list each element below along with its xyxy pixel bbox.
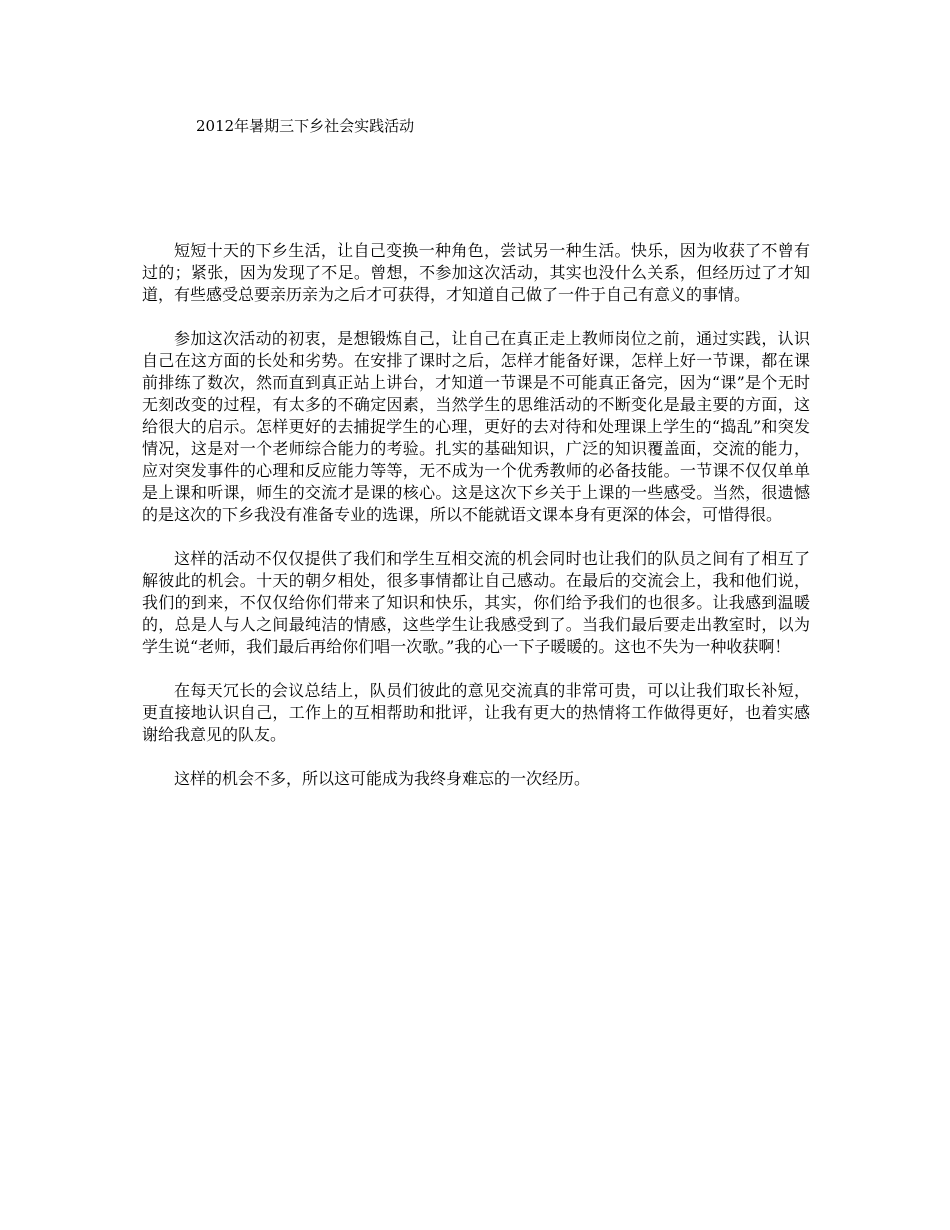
document-title: 2012年暑期三下乡社会实践活动 bbox=[196, 117, 415, 135]
document-body bbox=[142, 240, 810, 812]
paragraph-4: 在每天冗长的会议总结上，队员们彼此的意见交流真的非常可贵，可以让我们取长补短，更直接地认识自己，工作上的互相帮助和批评，让我有更大的热情将工作做得更好，也着实感谢给我意见的队友。 bbox=[142, 681, 810, 744]
paragraph-5: 这样的机会不多，所以这可能成为我终身难忘的一次经历。 bbox=[174, 769, 591, 788]
paragraph-3: 这样的活动不仅仅提供了我们和学生互相交流的机会同时也让我们的队员之间有了相互了解彼此的机会。十天的朝夕相处，很多事情都让自己感动。在最后的交流会上，我和他们说，我们的到来，不仅仅给你们带来了知识和快乐，其实，你们给予我们的也很多。让我感到温暖的，总是人与人之间最纯洁的情感，这些学生让我感受到了。当我们最后要走出教室时，以为学生说“老师，我们最后再给你们唱一次歌。”我的心一下子暖暖的。这也不失为一种收获啊！ bbox=[142, 549, 810, 656]
paragraph-2: 参加这次活动的初衷，是想锻炼自己，让自己在真正走上教师岗位之前，通过实践，认识自己在这方面的长处和劣势。在安排了课时之后，怎样才能备好课，怎样上好一节课，都在课前排练了数次，然而直到真正站上讲台，才知道一节课是不可能真正备完，因为“课”是个无时无刻改变的过程，有太多的不确定因素，当然学生的思维活动的不断变化是最主要的方面，这给很大的启示。怎样更好的去捕捉学生的心理，更好的去对待和处理课上学生的“捣乱”和突发情况，这是对一个老师综合能力的考验。扎实的基础知识，广泛的知识覆盖面，交流的能力，应对突发事件的心理和反应能力等等，无不成为一个优秀教师的必备技能。一节课不仅仅单单是上课和听课，师生的交流才是课的核心。这是这次下乡关于上课的一些感受。当然，很遗憾的是这次的下乡我没有准备专业的选课，所以不能就语文课本身有更深的体会，可惜得很。 bbox=[142, 329, 810, 524]
paragraph-1: 短短十天的下乡生活，让自己变换一种角色，尝试另一种生活。快乐，因为收获了不曾有过的；紧张，因为发现了不足。曾想，不参加这次活动，其实也没什么关系，但经历过了才知道，有些感受总要亲历亲为之后才可获得，才知道自己做了一件于自己有意义的事情。 bbox=[142, 241, 810, 304]
